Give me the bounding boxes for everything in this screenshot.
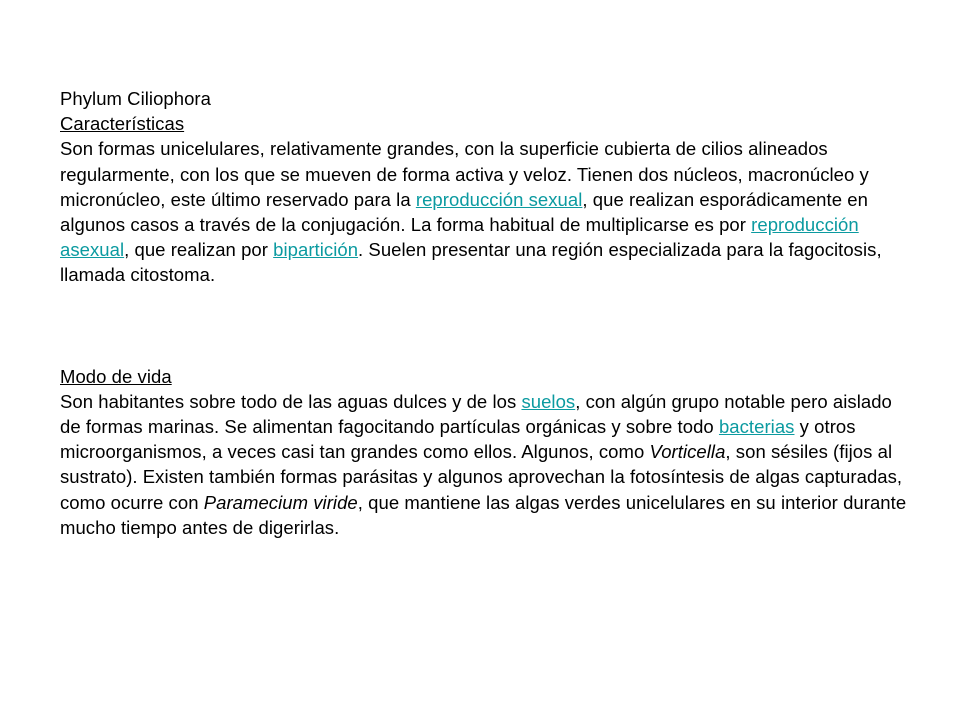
paragraph-text: . Suelen presentar una región especializada para la fagocitosis, llamada citostoma. [60, 239, 882, 286]
slide-content [60, 86, 910, 540]
paragraph-caracteristicas [60, 136, 910, 287]
italic-vorticella: Vorticella [649, 441, 726, 463]
section-heading-caracteristicas: Características [60, 113, 185, 135]
paragraph-text: , que mantiene las algas verdes unicelulares en su interior durante mucho tiempo antes de digerirlas. [60, 491, 907, 538]
paragraph-text: Son habitantes sobre todo de las aguas dulces y de los [60, 390, 522, 412]
paragraph-text: , con algún grupo notable pero aislado de formas marinas. Se alimentan fagocitando partículas orgánicas y sobre todo [60, 390, 892, 438]
section-heading-modo-de-vida: Modo de vida [60, 365, 172, 387]
link-suelos[interactable]: suelos [521, 390, 576, 412]
italic-paramecium-viride: Paramecium viride [203, 491, 358, 513]
link-reproduccion-sexual[interactable]: reproducción sexual [415, 188, 583, 210]
section-caracteristicas [60, 86, 910, 288]
page-title: Phylum Ciliophora [60, 88, 211, 109]
link-biparticion[interactable]: bipartición [273, 239, 359, 261]
paragraph-modo-de-vida [60, 389, 910, 540]
paragraph-text: Son formas unicelulares, relativamente grandes, con la superficie cubierta de cilios alineados regularmente, con los que se mueven de forma activa y veloz. Tienen dos núcleos, macronúcleo y micronúcleo, este último reservado para la [60, 138, 869, 210]
section-spacer [60, 288, 910, 364]
paragraph-text: y otros microorganismos, a veces casi tan grandes como ellos. Algunos, como [60, 416, 856, 463]
paragraph-text: , son sésiles (fijos al sustrato). Existen también formas parásitas y algunos aprovechan la fotosíntesis de algas capturadas, como ocurre con [60, 441, 903, 513]
section-modo-de-vida [60, 364, 910, 540]
link-bacterias[interactable]: bacterias [718, 416, 795, 438]
paragraph-text: , que realizan por [124, 239, 274, 261]
link-reproduccion-asexual[interactable]: reproducción asexual [60, 214, 859, 261]
paragraph-text: , que realizan esporádicamente en algunos casos a través de la conjugación. La forma habitual de multiplicarse es por [60, 188, 868, 236]
